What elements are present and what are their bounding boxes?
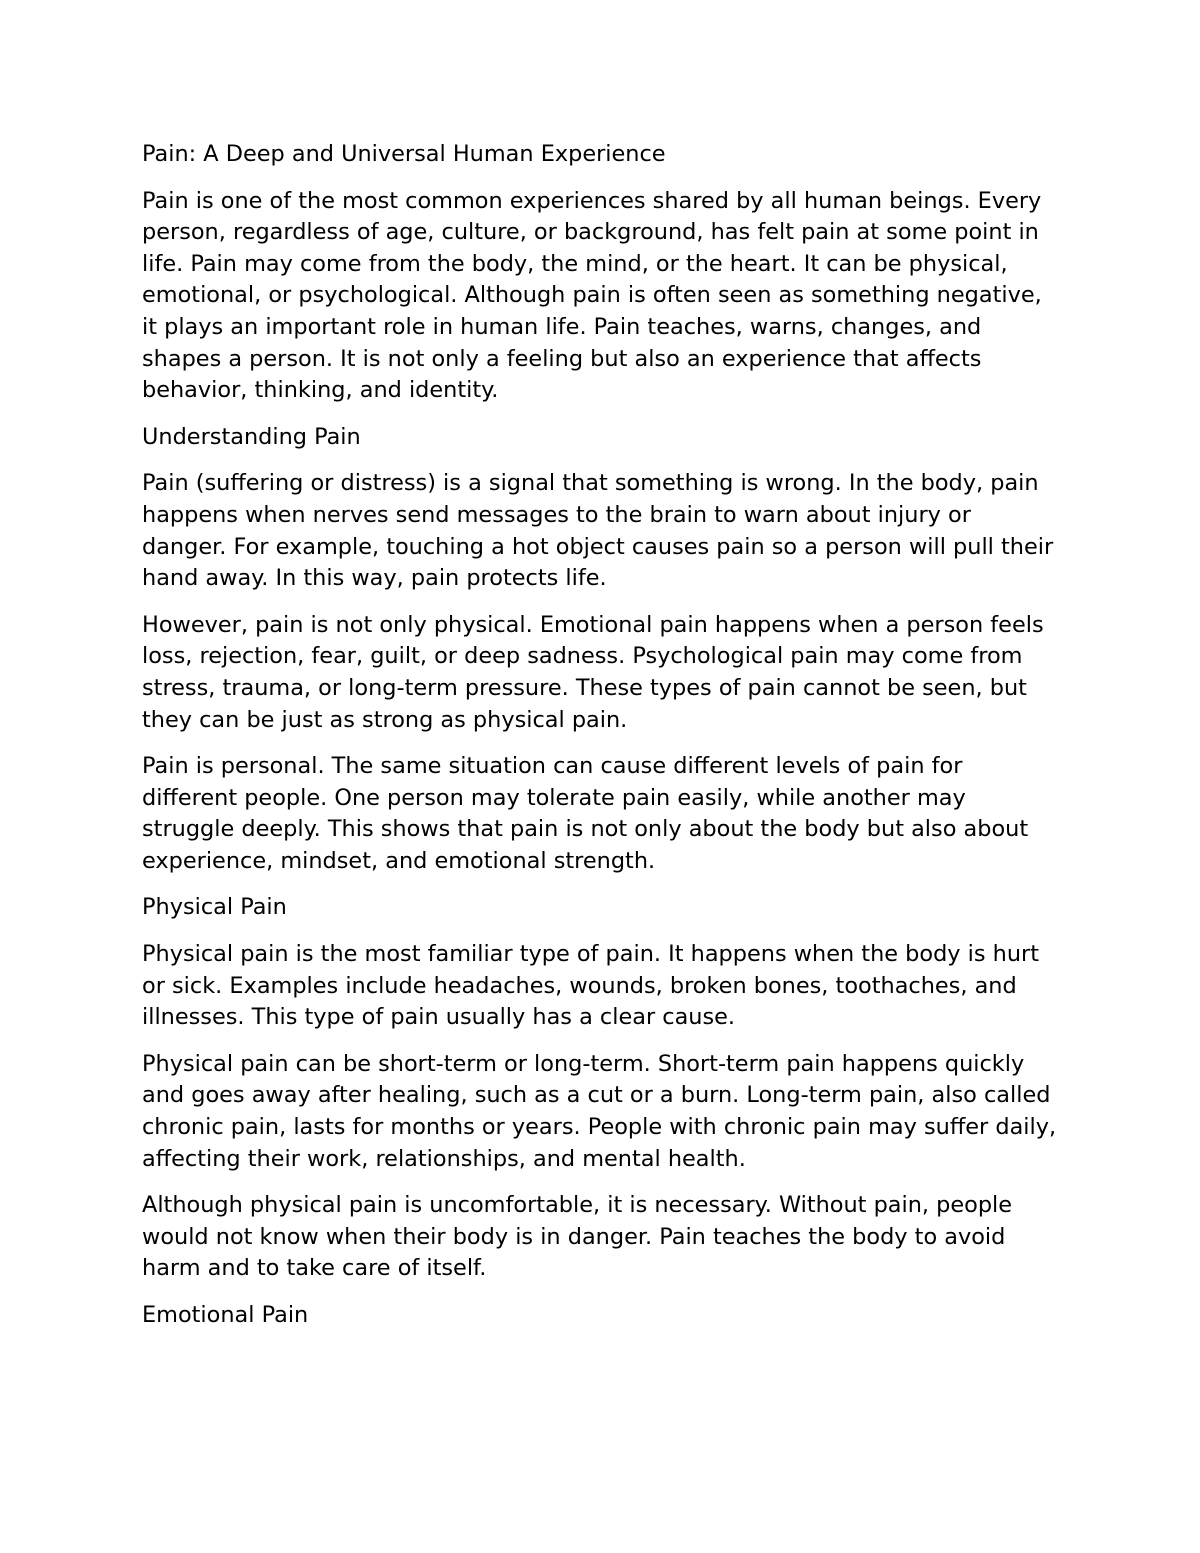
section-heading-understanding-pain: Understanding Pain	[142, 423, 361, 450]
document-body	[142, 139, 1062, 1347]
understanding-paragraph-3: Pain is personal. The same situation can cause different levels of pain for different people. One person may tolerate pain easily, while another may struggle deeply. This shows that pain is not only about the body but also about experience, mindset, and emotional strength.	[142, 753, 1029, 874]
physical-paragraph-1: Physical pain is the most familiar type of pain. It happens when the body is hurt or sick. Examples include headaches, wounds, broken bones, toothaches, and illnesses. This type of pain usually has a clear cause.	[142, 941, 1040, 1031]
physical-paragraph-3: Although physical pain is uncomfortable, it is necessary. Without pain, people would not know when their body is in danger. Pain teaches the body to avoid harm and to take care of itself.	[142, 1192, 1013, 1282]
section-heading-physical-pain: Physical Pain	[142, 894, 287, 921]
intro-paragraph: Pain is one of the most common experiences shared by all human beings. Every person, regardless of age, culture, or background, has felt pain at some point in life. Pain may come from the body, the mind, or the heart. It can be physical, emotional, or psychological. Although pain is often seen as something negative, it plays an important role in human life. Pain teaches, warns, changes, and shapes a person. It is not only a feeling but also an experience that affects behavior, thinking, and identity.	[142, 187, 1042, 404]
physical-paragraph-2: Physical pain can be short-term or long-term. Short-term pain happens quickly and goes away after healing, such as a cut or a burn. Long-term pain, also called chronic pain, lasts for months or years. People with chronic pain may suffer daily, affecting their work, relationships, and mental health.	[142, 1050, 1057, 1172]
document-title: Pain: A Deep and Universal Human Experience	[142, 141, 666, 167]
understanding-paragraph-1: Pain (suffering or distress) is a signal that something is wrong. In the body, pain happens when nerves send messages to the brain to warn about injury or danger. For example, touching a hot object causes pain so a person will pull their hand away. In this way, pain protects life.	[142, 470, 1054, 592]
section-heading-emotional-pain: Emotional Pain	[142, 1302, 309, 1328]
understanding-paragraph-2: However, pain is not only physical. Emotional pain happens when a person feels loss, rejection, fear, guilt, or deep sadness. Psychological pain may come from stress, trauma, or long-term pressure. These types of pain cannot be seen, but they can be just as strong as physical pain.	[142, 611, 1044, 733]
